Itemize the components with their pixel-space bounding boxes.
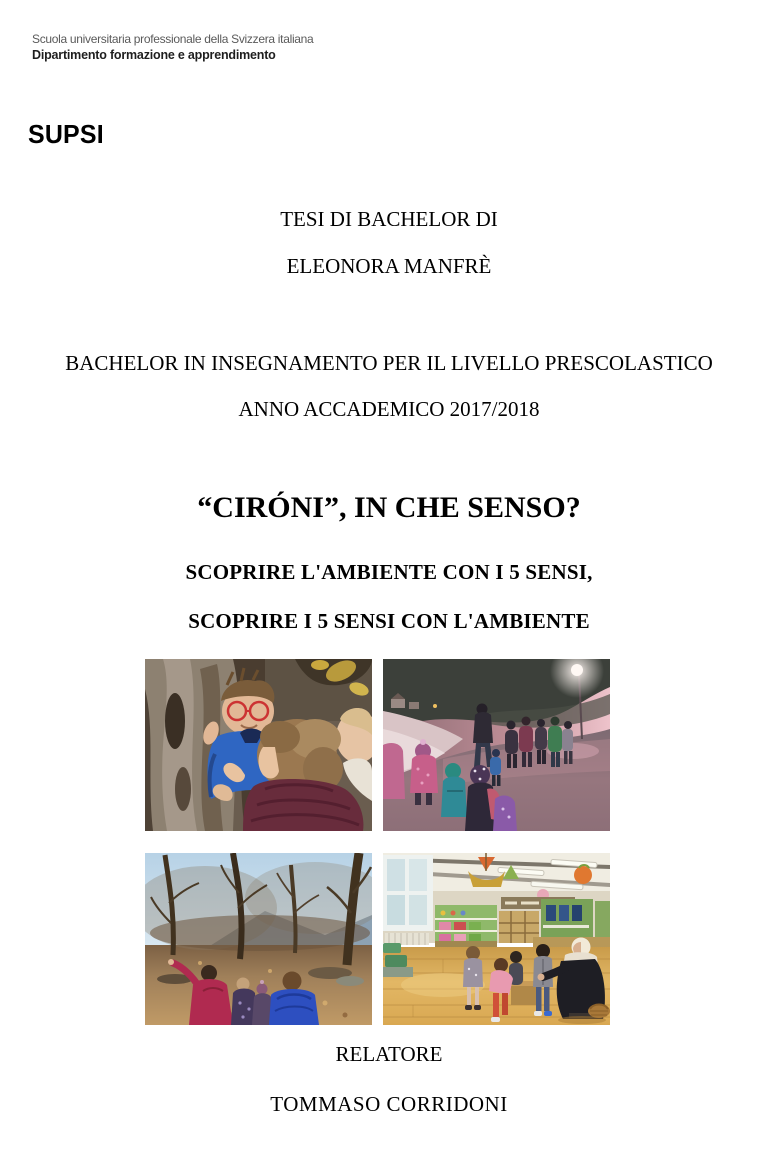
- program-name: BACHELOR IN INSEGNAMENTO PER IL LIVELLO PRESCOLASTICO: [65, 351, 713, 375]
- thesis-subtitle-line1: SCOPRIRE L'AMBIENTE CON I 5 SENSI,: [185, 560, 593, 584]
- department-name: Dipartimento formazione e apprendimento: [32, 48, 276, 62]
- thesis-subtitle-line2: SCOPRIRE I 5 SENSI CON L'AMBIENTE: [188, 609, 590, 633]
- supsi-logo: SUPSI: [28, 119, 104, 149]
- advisor-name: TOMMASO CORRIDONI: [270, 1092, 508, 1116]
- children-touching-tree-illustration: [145, 659, 372, 831]
- author-name: ELEONORA MANFRÈ: [286, 254, 492, 278]
- winter-forest-photo: [145, 853, 372, 1025]
- institution-name: Scuola universitaria professionale della Svizzera italiana: [32, 32, 314, 46]
- children-touching-tree-photo: [145, 659, 372, 831]
- academic-year: ANNO ACCADEMICO 2017/2018: [238, 397, 540, 421]
- advisor-label: RELATORE: [335, 1042, 443, 1066]
- classroom-storyteller-illustration: [383, 853, 610, 1025]
- thesis-main-title: “CIRÓNI”, IN CHE SENSO?: [197, 491, 581, 524]
- institution-header: [32, 31, 313, 63]
- photo-grid: [145, 659, 610, 1025]
- winter-forest-illustration: [145, 853, 372, 1025]
- classroom-storyteller-photo: [383, 853, 610, 1025]
- evening-walk-photo: [383, 659, 610, 831]
- evening-walk-illustration: [383, 659, 610, 831]
- thesis-label: TESI DI BACHELOR DI: [280, 207, 498, 231]
